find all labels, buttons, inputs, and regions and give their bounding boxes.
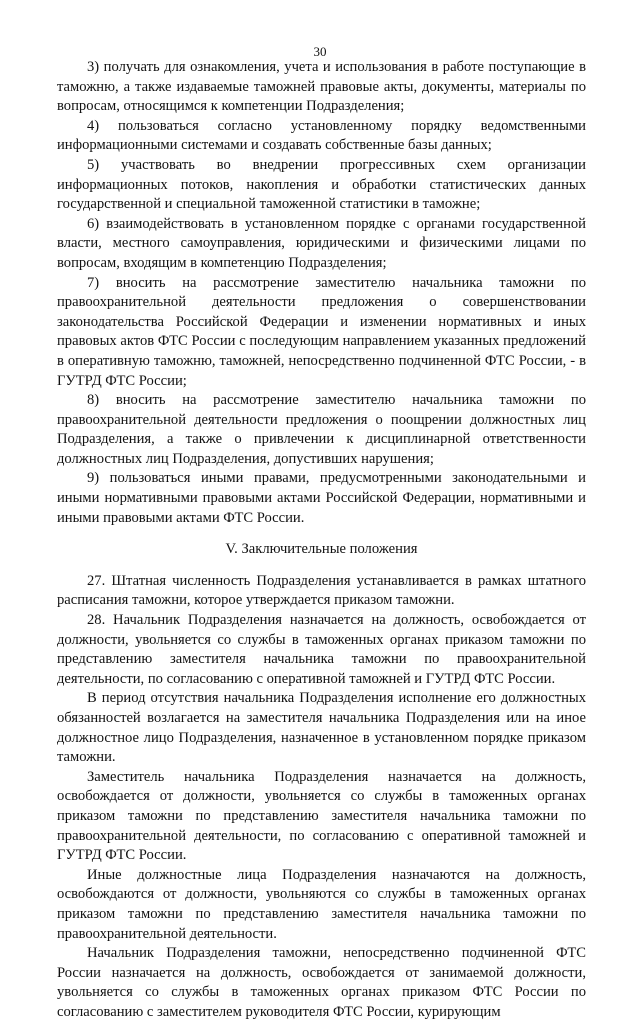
paragraph-other-officials: Иные должностные лица Подразделения назначаются на должность, освобождаются от должности, увольняются со службы в таможенных органах приказом таможни по представлению заместителя начальника таможни по правоохранительной деятельности. [57, 866, 586, 942]
rights-item-6: 6) взаимодействовать в установленном порядке с органами государственной власти, местного самоуправления, юридическими и физическими лицами по вопросам, входящим в компетенцию Подразделения; [57, 215, 586, 271]
document-body [57, 58, 586, 1023]
rights-item-7: 7) вносить на рассмотрение заместителю начальника таможни по правоохранительной деятельности предложения о совершенствовании законодательства Российской Федерации и изменении нормативных и иных правовых актов ФТС России с последующим направлением указанных предложений в оперативную таможню, таможней, непосредственно подчиненной ФТС России, - в ГУТРД ФТС России; [57, 274, 586, 389]
paragraph-28: 28. Начальник Подразделения назначается на должность, освобождается от должности, увольняется со службы в таможенных органах приказом таможни по представлению заместителя начальника таможни по правоохранительной деятельности, по согласованию с оперативной таможней и ГУТРД ФТС России. [57, 612, 586, 687]
section-heading: V. Заключительные положения [225, 541, 418, 558]
paragraph-deputy: Заместитель начальника Подразделения назначается на должность, освобождается от должности, увольняется со службы в таможенных органах приказом таможни по представлению заместителя начальника таможни по правоохранительной деятельности, по согласованию с оперативной таможней и ГУТРД ФТС России. [57, 768, 586, 864]
rights-item-3: 3) получать для ознакомления, учета и использования в работе поступающие в таможню, а также издаваемые таможней правовые акты, документы, материалы по вопросам, относящимся к компетенции Подразделения; [57, 59, 586, 115]
paragraph-27: 27. Штатная численность Подразделения устанавливается в рамках штатного расписания таможни, которое утверждается приказом таможни. [57, 572, 586, 609]
rights-item-4: 4) пользоваться согласно установленному порядку ведомственными информационными системами и создавать собственные базы данных; [57, 117, 586, 154]
rights-item-9: 9) пользоваться иными правами, предусмотренными законодательными и иными нормативными правовыми актами Российской Федерации, нормативными и иными правовыми актами ФТС России. [57, 470, 586, 526]
rights-item-8: 8) вносить на рассмотрение заместителю начальника таможни по правоохранительной деятельности предложения о поощрении должностных лиц Подразделения, а также о привлечении к дисциплинарной ответственности должностных лиц Подразделения, допустивших нарушения; [57, 392, 586, 467]
paragraph-absence: В период отсутствия начальника Подразделения исполнение его должностных обязанностей возлагается на заместителя начальника Подразделения или на иное должностное лицо Подразделения, назначенное в установленном порядке приказом таможни. [57, 690, 586, 766]
rights-item-5: 5) участвовать во внедрении прогрессивных схем организации информационных потоков, накопления и обработки статистических данных государственной и специальной таможенной статистики в таможне; [57, 156, 586, 213]
paragraph-subordinate-head: Начальник Подразделения таможни, непосредственно подчиненной ФТС России назначается на должность, освобождается от занимаемой должности, увольняется со службы в таможенных органах приказом ФТС России по согласованию с заместителем руководителя ФТС России, курирующим [57, 945, 586, 1020]
page-number: 30 [313, 44, 327, 59]
